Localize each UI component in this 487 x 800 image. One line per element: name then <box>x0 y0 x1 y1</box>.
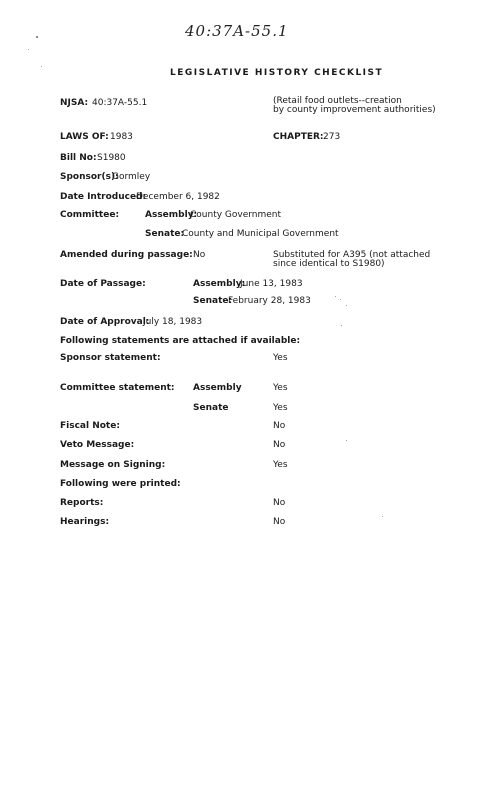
njsa-value: 40:37A-55.1 <box>92 98 148 108</box>
scan-speck <box>346 305 347 306</box>
date-of-approval-label: Date of Approval: <box>60 317 150 327</box>
passage-senate-label: Senate: <box>193 296 233 306</box>
laws-of-value: 1983 <box>110 132 133 142</box>
message-on-signing-value: Yes <box>273 460 288 470</box>
committee-statement-label: Committee statement: <box>60 383 175 393</box>
committee-statement-assembly-value: Yes <box>273 383 288 393</box>
bill-no-value: S1980 <box>97 153 126 163</box>
fiscal-note-label: Fiscal Note: <box>60 421 120 431</box>
passage-assembly-label: Assembly: <box>193 279 246 289</box>
date-of-passage-label: Date of Passage: <box>60 279 146 289</box>
njsa-note-line2: by county improvement authorities) <box>273 105 436 115</box>
date-introduced-value: December 6, 1982 <box>136 192 220 202</box>
committee-assembly-label: Assembly: <box>145 210 198 220</box>
veto-message-label: Veto Message: <box>60 440 135 450</box>
scan-speck <box>382 516 383 517</box>
njsa-label: NJSA: <box>60 98 89 108</box>
fiscal-note-value: No <box>273 421 286 431</box>
scan-speck <box>340 299 341 300</box>
handwritten-reference: 40:37A-55.1 <box>185 22 289 40</box>
committee-statement-senate-value: Yes <box>273 403 288 413</box>
committee-statement-assembly-label: Assembly <box>193 383 242 393</box>
committee-statement-senate-label: Senate <box>193 403 229 413</box>
njsa-note-line1: (Retail food outlets--creation <box>273 96 402 106</box>
date-of-approval-value: July 18, 1983 <box>143 317 203 327</box>
chapter-label: CHAPTER: <box>273 132 324 142</box>
page-title: LEGISLATIVE HISTORY CHECKLIST <box>170 68 384 78</box>
passage-senate-value: February 28, 1983 <box>228 296 311 306</box>
veto-message-value: No <box>273 440 286 450</box>
sponsor-statement-value: Yes <box>273 353 288 363</box>
sponsors-label: Sponsor(s): <box>60 172 119 182</box>
committee-senate-value: County and Municipal Government <box>182 229 339 239</box>
amended-label: Amended during passage: <box>60 250 193 260</box>
committee-senate-label: Senate: <box>145 229 185 239</box>
scan-speck <box>41 66 42 67</box>
scan-speck <box>335 296 336 297</box>
scan-speck <box>36 36 38 38</box>
message-on-signing-label: Message on Signing: <box>60 460 166 470</box>
passage-assembly-value: June 13, 1983 <box>240 279 303 289</box>
bill-no-label: Bill No: <box>60 153 97 163</box>
scan-speck <box>28 49 29 50</box>
committee-label: Committee: <box>60 210 120 220</box>
laws-of-label: LAWS OF: <box>60 132 109 142</box>
amended-note-line2: since identical to S1980) <box>273 259 385 269</box>
amended-note-line1: Substituted for A395 (not attached <box>273 250 431 260</box>
reports-label: Reports: <box>60 498 104 508</box>
hearings-label: Hearings: <box>60 517 110 527</box>
following-printed-heading: Following were printed: <box>60 479 181 489</box>
scan-speck <box>341 325 342 326</box>
reports-value: No <box>273 498 286 508</box>
date-introduced-label: Date Introduced: <box>60 192 147 202</box>
chapter-value: 273 <box>323 132 341 142</box>
committee-assembly-value: County Government <box>190 210 282 220</box>
amended-value: No <box>193 250 206 260</box>
scan-speck <box>346 440 347 441</box>
hearings-value: No <box>273 517 286 527</box>
following-attached-heading: Following statements are attached if available: <box>60 336 301 346</box>
sponsor-statement-label: Sponsor statement: <box>60 353 161 363</box>
sponsors-value: Gormley <box>112 172 151 182</box>
